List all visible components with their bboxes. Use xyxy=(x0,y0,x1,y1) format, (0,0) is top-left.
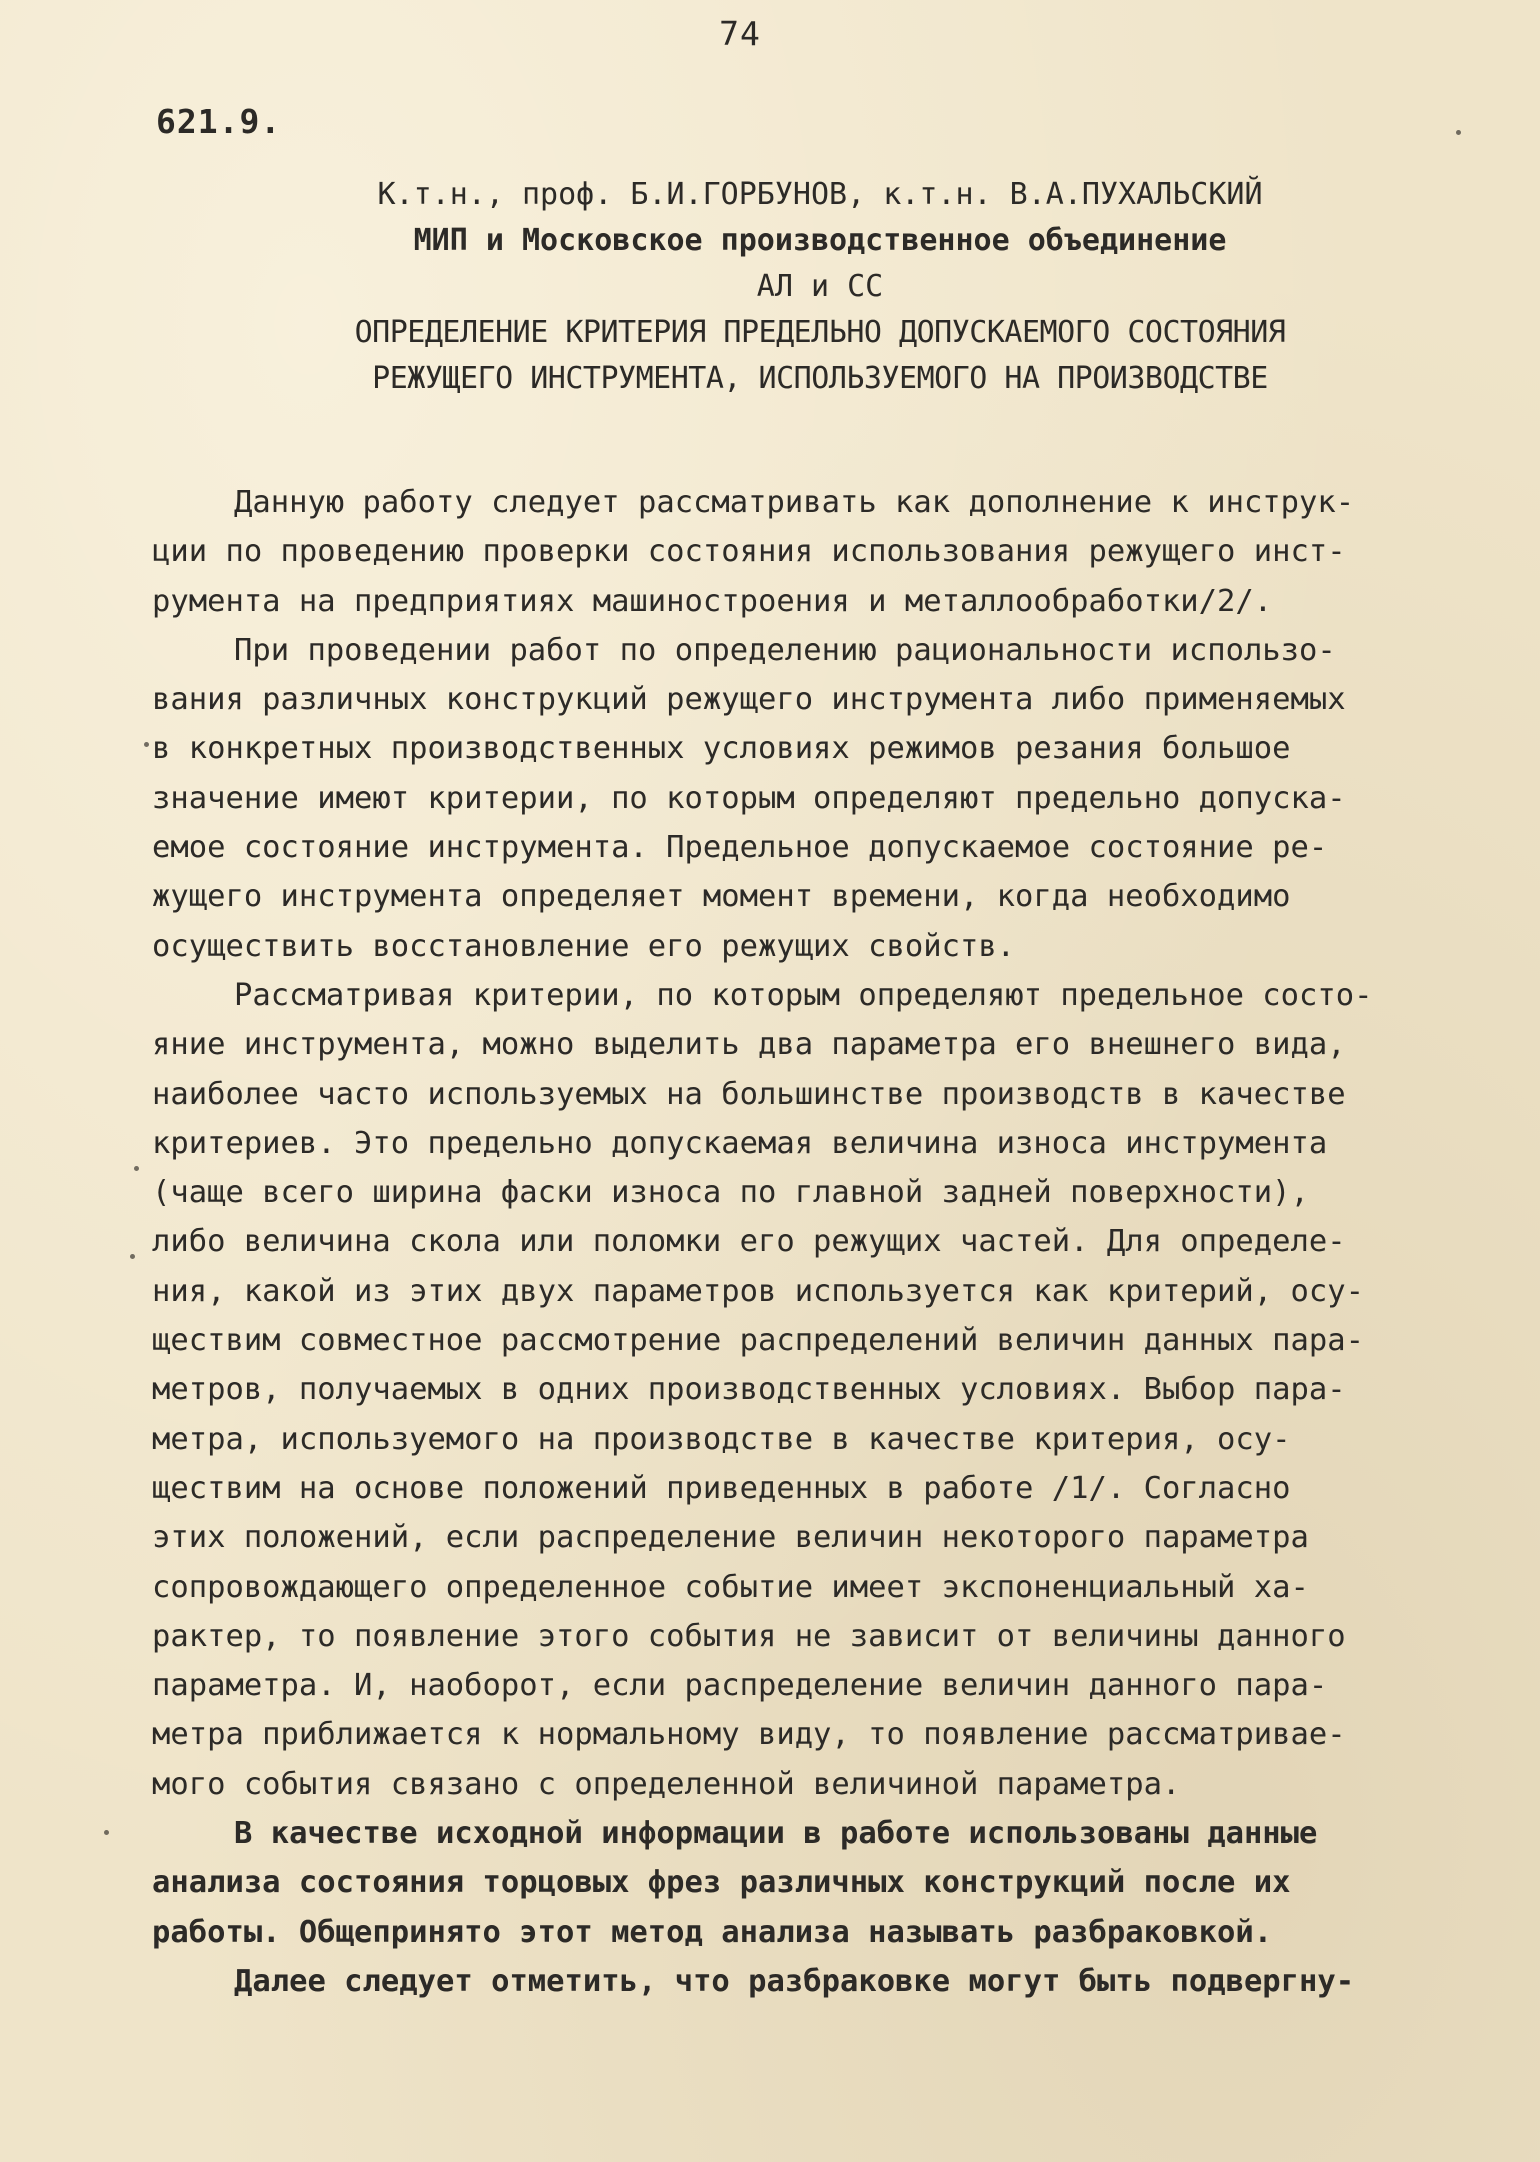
body-line: анализа состояния торцовых фрез различных конструкций после их xyxy=(152,1865,1291,1901)
body-line: ции по проведению проверки состояния использования режущего инст- xyxy=(152,534,1346,570)
paper-speck xyxy=(130,1254,135,1259)
title-line-2: РЕЖУЩЕГО ИНСТРУМЕНТА, ИСПОЛЬЗУЕМОГО НА ПРОИЗВОДСТВЕ xyxy=(372,361,1268,396)
organization-line-1: МИП и Московское производственное объединение xyxy=(413,223,1227,258)
body-line: значение имеют критерии, по которым определяют предельно допуска- xyxy=(152,780,1346,816)
body-line: метров, получаемых в одних производственных условиях. Выбор пара- xyxy=(152,1372,1346,1408)
body-line: яние инструмента, можно выделить два параметра его внешнего вида, xyxy=(152,1027,1346,1063)
body-line: В качестве исходной информации в работе использованы данные xyxy=(234,1816,1318,1852)
body-line: либо величина скола или поломки его режущих частей. Для определе- xyxy=(152,1224,1346,1260)
body-line: метра, используемого на производстве в качестве критерия, осу- xyxy=(152,1421,1291,1457)
body-line: ния, какой из этих двух параметров используется как критерий, осу- xyxy=(152,1273,1364,1309)
body-line: (чаще всего ширина фаски износа по главной задней поверхности), xyxy=(152,1175,1309,1211)
body-line: в конкретных производственных условиях режимов резания большое xyxy=(152,731,1291,767)
udc-code: 621.9. xyxy=(156,102,282,141)
body-line: параметра. И, наоборот, если распределение величин данного пара- xyxy=(152,1668,1328,1704)
body-line: ществим совместное рассмотрение распределений величин данных пара- xyxy=(152,1323,1364,1359)
paper-speck xyxy=(134,1166,139,1171)
body-line: этих положений, если распределение величин некоторого параметра xyxy=(152,1520,1309,1556)
authors-line: К.т.н., проф. Б.И.ГОРБУНОВ, к.т.н. В.А.ПУХАЛЬСКИЙ xyxy=(377,177,1263,212)
body-line: мого события связано с определенной величиной параметра. xyxy=(152,1766,1181,1802)
body-line: румента на предприятиях машиностроения и металлообработки/2/. xyxy=(152,583,1273,619)
body-line: вания различных конструкций режущего инструмента либо применяемых xyxy=(152,682,1346,718)
body-line: ществим на основе положений приведенных в работе /1/. Согласно xyxy=(152,1470,1291,1506)
body-line: При проведении работ по определению рациональности использо- xyxy=(234,632,1336,668)
body-line: метра приближается к нормальному виду, то появление рассматривае- xyxy=(152,1717,1346,1753)
paper-speck xyxy=(144,742,149,747)
title-line-1: ОПРЕДЕЛЕНИЕ КРИТЕРИЯ ПРЕДЕЛЬНО ДОПУСКАЕМОГО СОСТОЯНИЯ xyxy=(354,315,1286,350)
body-line: рактер, то появление этого события не зависит от величины данного xyxy=(152,1618,1346,1654)
body-text xyxy=(152,478,1492,2006)
body-line: сопровождающего определенное событие имеет экспоненциальный ха- xyxy=(152,1569,1309,1605)
page-number: 74 xyxy=(719,14,761,53)
article-heading xyxy=(150,172,1490,402)
organization-line-2: АЛ и СС xyxy=(756,269,884,304)
body-line: емое состояние инструмента. Предельное допускаемое состояние ре- xyxy=(152,830,1328,866)
body-line: критериев. Это предельно допускаемая величина износа инструмента xyxy=(152,1125,1328,1161)
body-line: работы. Общепринято этот метод анализа называть разбраковкой. xyxy=(152,1914,1273,1950)
body-line: Рассматривая критерии, по которым определяют предельное состо- xyxy=(234,977,1373,1013)
body-line: осуществить восстановление его режущих свойств. xyxy=(152,928,1016,964)
body-line: наиболее часто используемых на большинстве производств в качестве xyxy=(152,1076,1346,1112)
body-line: Данную работу следует рассматривать как дополнение к инструк- xyxy=(234,485,1355,520)
paper-speck xyxy=(1456,130,1461,135)
body-line: Далее следует отметить, что разбраковке могут быть подвергну- xyxy=(234,1963,1355,1999)
paper-speck xyxy=(104,1830,109,1835)
body-line: жущего инструмента определяет момент времени, когда необходимо xyxy=(152,879,1291,915)
